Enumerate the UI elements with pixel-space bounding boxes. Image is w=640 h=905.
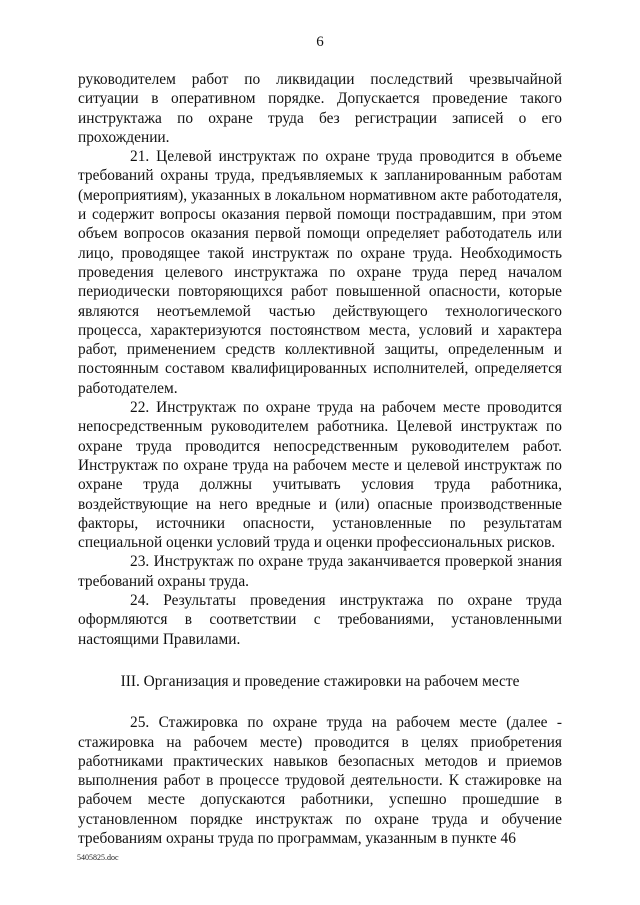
paragraph-continuation: руководителем работ по ликвидации последствий чрезвычайной ситуации в оперативном порядке. Допускается проведение такого инструктажа по охране труда без регистрации записей о его прохождении. [78,71,562,146]
document-body [78,70,562,848]
section-heading: III. Организация и проведение стажировки на рабочем месте [120,672,520,690]
footer-file-name: 5405825.doc [77,853,119,862]
paragraph-21: 21. Целевой инструктаж по охране труда проводится в объеме требований охраны труда, предъявляемых к запланированным работам (мероприятиям), указанных в локальном нормативном акте работодателя, и содержит вопросы оказания первой помощи пострадавшим, при этом объем вопросов оказания первой помощи определяет работодатель или лицо, проводящее такой инструктаж по охране труда. Необходимость проведения целевого инструктажа по охране труда перед началом периодически повторяющихся работ повышенной опасности, которые являются неотъемлемой частью действующего технологического процесса, характеризуются постоянством места, условий и характера работ, применением средств коллективной защиты, определенным и постоянным составом квалифицированных исполнителей, определяется работодателем. [78,148,562,397]
page-number: 6 [316,34,324,50]
paragraph-24: 24. Результаты проведения инструктажа по охране труда оформляются в соответствии с требованиями, установленными настоящими Правилами. [78,592,562,648]
paragraph-25: 25. Стажировка по охране труда на рабочем месте (далее - стажировка на рабочем месте) проводится в целях приобретения работниками практических навыков безопасных методов и приемов выполнения работ в процессе трудовой деятельности. К стажировке на рабочем месте допускаются работники, успешно прошедшие в установленном порядке инструктаж по охране труда и обучение требованиям охраны труда по программам, указанным в пункте 46 [78,714,562,847]
paragraph-22: 22. Инструктаж по охране труда на рабочем месте проводится непосредственным руководителем работника. Целевой инструктаж по охране труда проводится непосредственным руководителем работ. Инструктаж по охране труда на рабочем месте и целевой инструктаж по охране труда должны учитывать условия труда работника, воздействующие на него вредные и (или) опасные производственные факторы, источники опасности, установленные по результатам специальной оценки условий труда и оценки профессиональных рисков. [78,399,562,552]
paragraph-23: 23. Инструктаж по охране труда заканчивается проверкой знания требований охраны труда. [78,553,562,590]
